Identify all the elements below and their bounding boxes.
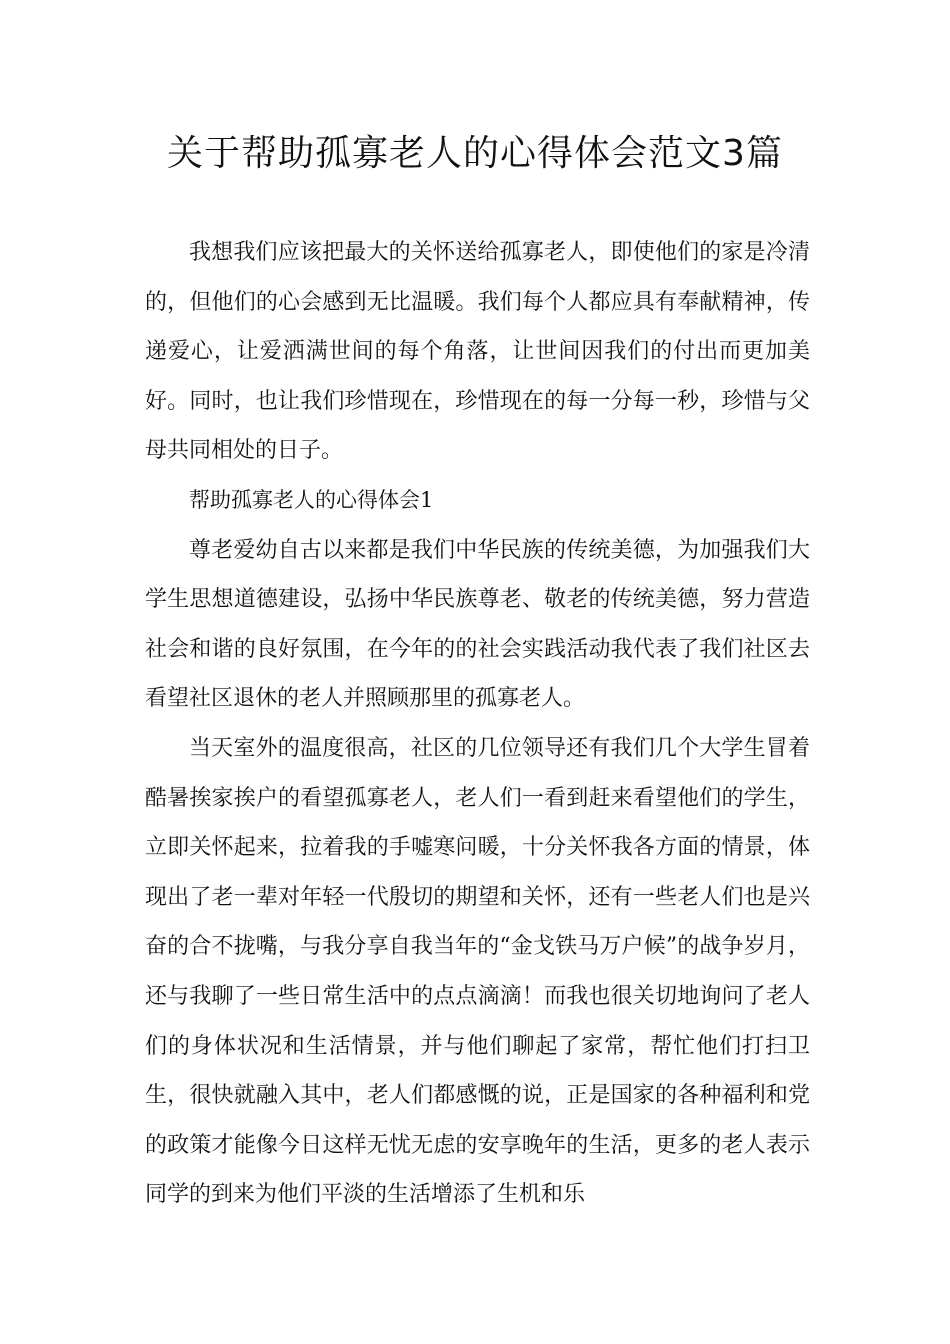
- paragraph-intro: 我想我们应该把最大的关怀送给孤寡老人，即使他们的家是冷清的，但他们的心会感到无比温暖。我们每个人都应具有奉献精神，传递爱心，让爱洒满世间的每个角落，让世间因我们的付出而更加美好。同时，也让我们珍惜现在，珍惜现在的每一分每一秒，珍惜与父母共同相处的日子。: [145, 240, 810, 464]
- document-body: [145, 228, 810, 1220]
- paragraph-1: 尊老爱幼自古以来都是我们中华民族的传统美德，为加强我们大学生思想道德建设，弘扬中华民族尊老、敬老的传统美德，努力营造社会和谐的良好氛围，在今年的的社会实践活动我代表了我们社区去看望社区退休的老人并照顾那里的孤寡老人。: [145, 537, 810, 712]
- document-title: 关于帮助孤寡老人的心得体会范文3篇: [167, 133, 783, 174]
- paragraph-2: 当天室外的温度很高，社区的几位领导还有我们几个大学生冒着酷暑挨家挨户的看望孤寡老人，老人们一看到赶来看望他们的学生，立即关怀起来，拉着我的手嘘寒问暖，十分关怀我各方面的情景，体现出了老一辈对年轻一代殷切的期望和关怀，还有一些老人们也是兴奋的合不拢嘴，与我分享自我当年的“金戈铁马万户候”的战争岁月，还与我聊了一些日常生活中的点点滴滴！而我也很关切地询问了老人们的身体状况和生活情景，并与他们聊起了家常，帮忙他们打扫卫生，很快就融入其中，老人们都感慨的说，正是国家的各种福利和党的政策才能像今日这样无忧无虑的安享晚年的生活，更多的老人表示同学的到来为他们平淡的生活增添了生机和乐: [145, 735, 810, 1208]
- section-heading-1: 帮助孤寡老人的心得体会1: [189, 487, 434, 512]
